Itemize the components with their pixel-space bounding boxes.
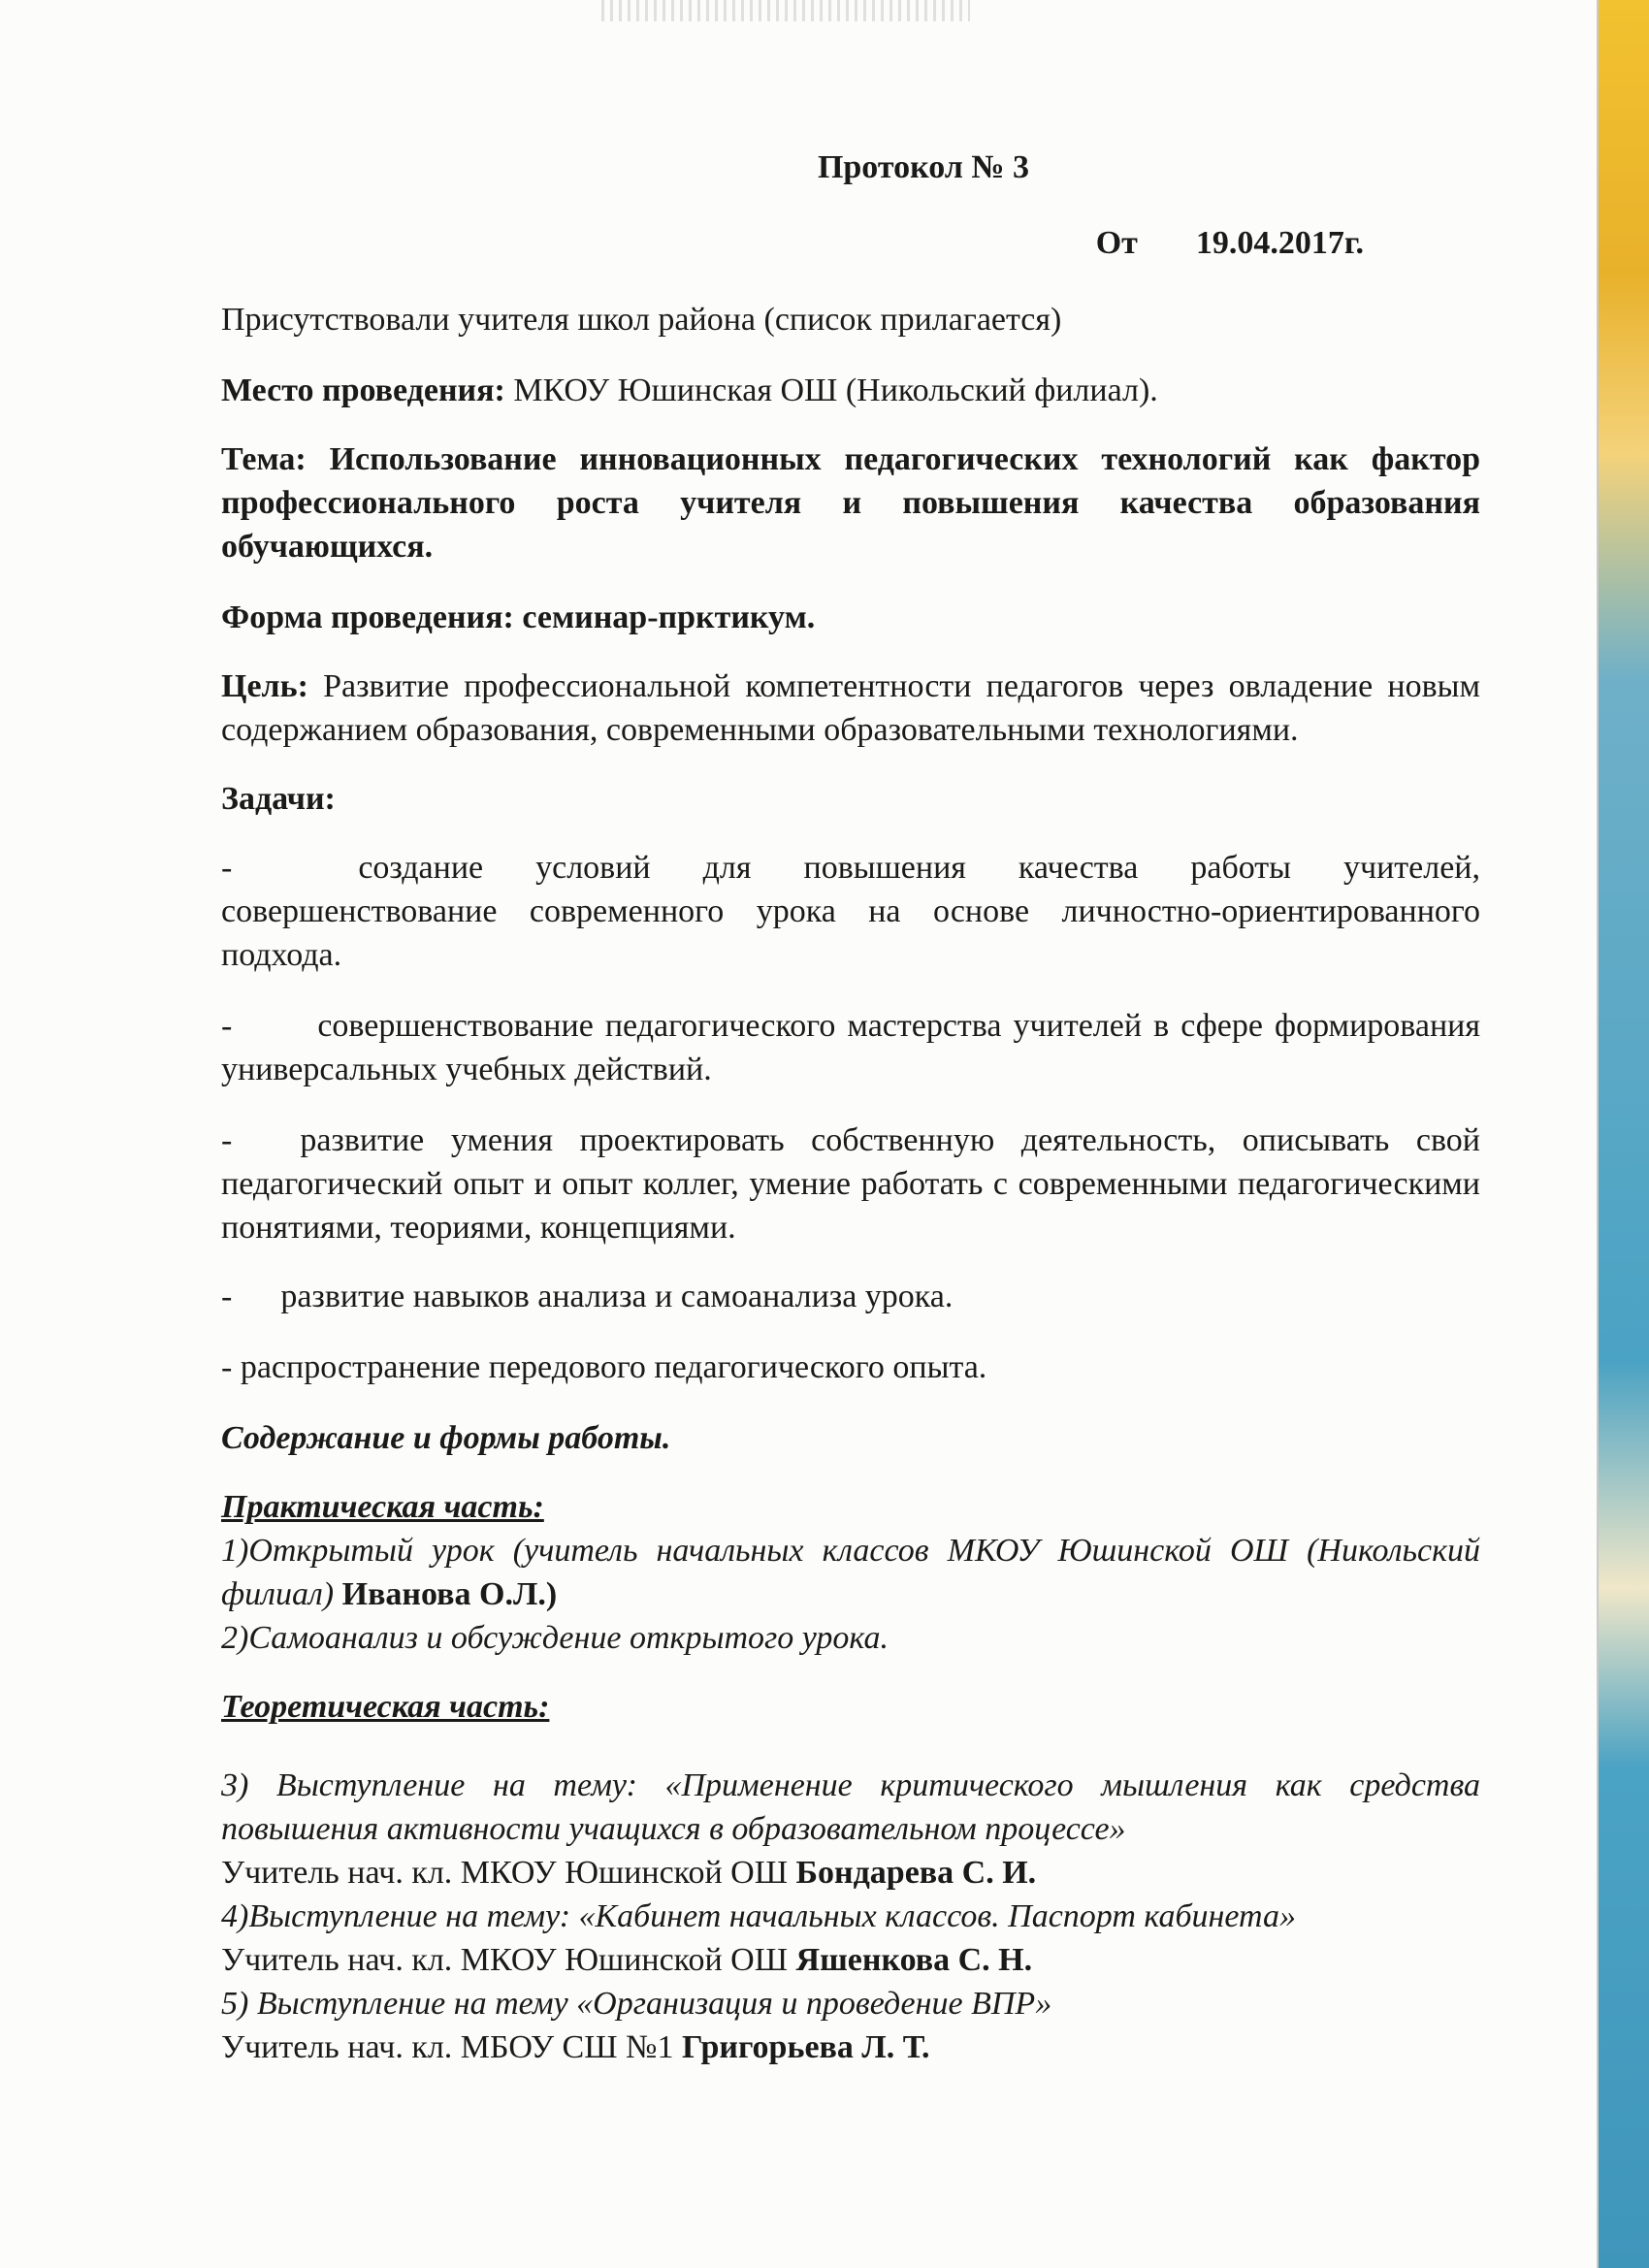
talk-3: 3) Выступление на тему: «Применение критического мышления как средства повышения активности учащихся в образовательном процессе» bbox=[221, 1767, 1480, 1847]
practical-item-1 bbox=[221, 1529, 1480, 1616]
task-item: - распространение передового педагогического опыта. bbox=[221, 1349, 987, 1385]
task-text: совершенствование педагогического мастерства учителей в сфере формирования универсальных учебных действий. bbox=[221, 1008, 1480, 1087]
place-label: Место проведения: bbox=[221, 373, 505, 408]
topic-label: Тема: bbox=[221, 441, 307, 477]
tasks-heading: Задачи: bbox=[221, 781, 336, 817]
place-line bbox=[221, 369, 1480, 412]
content-heading: Содержание и формы работы. bbox=[221, 1420, 671, 1456]
task-text: создание условий для повышения качества работы учителей, совершенствование современного урока на основе личностно-ориентированного подхода. bbox=[221, 850, 1480, 973]
form-line: Форма проведения: семинар-прктикум. bbox=[221, 599, 816, 635]
practical-heading: Практическая часть: bbox=[221, 1489, 544, 1525]
author-name: Бондарева С. И. bbox=[795, 1855, 1037, 1891]
scan-edge-background bbox=[1597, 0, 1649, 2268]
talk-5-author bbox=[221, 2025, 1480, 2069]
task-text: развитие навыков анализа и самоанализа урока. bbox=[280, 1279, 954, 1314]
task-item: - создание условий для повышения качества работы учителей, совершенствование современного урока на основе личностно-ориентированного подхода. bbox=[221, 850, 1480, 973]
place-value: МКОУ Юшинская ОШ (Никольский филиал). bbox=[504, 373, 1158, 408]
task-item: - совершенствование педагогического мастерства учителей в сфере формирования универсальных учебных действий. bbox=[221, 1008, 1480, 1087]
author-prefix: Учитель нач. кл. МБОУ СШ №1 bbox=[221, 2029, 682, 2065]
author-prefix: Учитель нач. кл. МКОУ Юшинской ОШ bbox=[221, 1855, 796, 1891]
protocol-page bbox=[221, 146, 1480, 2069]
theory-heading: Теоретическая часть: bbox=[221, 1689, 550, 1725]
practical-item-2: 2)Самоанализ и обсуждение открытого урока. bbox=[221, 1620, 889, 1656]
talk-4-author bbox=[221, 1938, 1480, 1982]
task-text: развитие умения проектировать собственную деятельность, описывать свой педагогический опыт и опыт коллег, умение работать с современными педагогическими понятиями, теориями, концепциями. bbox=[221, 1122, 1480, 1246]
scan-artifact bbox=[601, 0, 970, 21]
protocol-title: Протокол № 3 bbox=[817, 149, 1030, 185]
teacher-name: Иванова О.Л.) bbox=[341, 1576, 558, 1612]
talk-5: 5) Выступление на тему «Организация и проведение ВПР» bbox=[221, 1986, 1052, 2022]
topic-paragraph bbox=[221, 437, 1480, 568]
author-name: Яшенкова С. Н. bbox=[795, 1942, 1033, 1978]
protocol-date bbox=[221, 221, 1480, 265]
date-prefix: От bbox=[1095, 225, 1138, 261]
attended-line: Присутствовали учителя школ района (список прилагается) bbox=[221, 302, 1062, 338]
goal-value: Развитие профессиональной компетентности педагогов через овладение новым содержанием образования, современными образовательными технологиями. bbox=[221, 668, 1480, 748]
goal-label: Цель: bbox=[221, 668, 308, 704]
task-text: распространение передового педагогического опыта. bbox=[240, 1349, 987, 1385]
talk-4: 4)Выступление на тему: «Кабинет начальных классов. Паспорт кабинета» bbox=[221, 1898, 1297, 1934]
task-item: - развитие умения проектировать собственную деятельность, описывать свой педагогический опыт и опыт коллег, умение работать с современными педагогическими понятиями, теориями, концепциями. bbox=[221, 1122, 1480, 1246]
topic-value: Использование инновационных педагогических технологий как фактор профессионального роста учителя и повышения качества образования обучающихся. bbox=[221, 441, 1480, 565]
practical-item-text: 1)Открытый урок (учитель начальных классов МКОУ Юшинской ОШ (Никольский филиал) bbox=[221, 1533, 1480, 1612]
goal-paragraph bbox=[221, 664, 1480, 752]
task-item: - развитие навыков анализа и самоанализа урока. bbox=[221, 1279, 954, 1314]
date-value: 19.04.2017г. bbox=[1195, 225, 1364, 261]
author-name: Григорьева Л. Т. bbox=[681, 2029, 930, 2065]
author-prefix: Учитель нач. кл. МКОУ Юшинской ОШ bbox=[221, 1942, 796, 1978]
talk-3-author bbox=[221, 1851, 1480, 1895]
